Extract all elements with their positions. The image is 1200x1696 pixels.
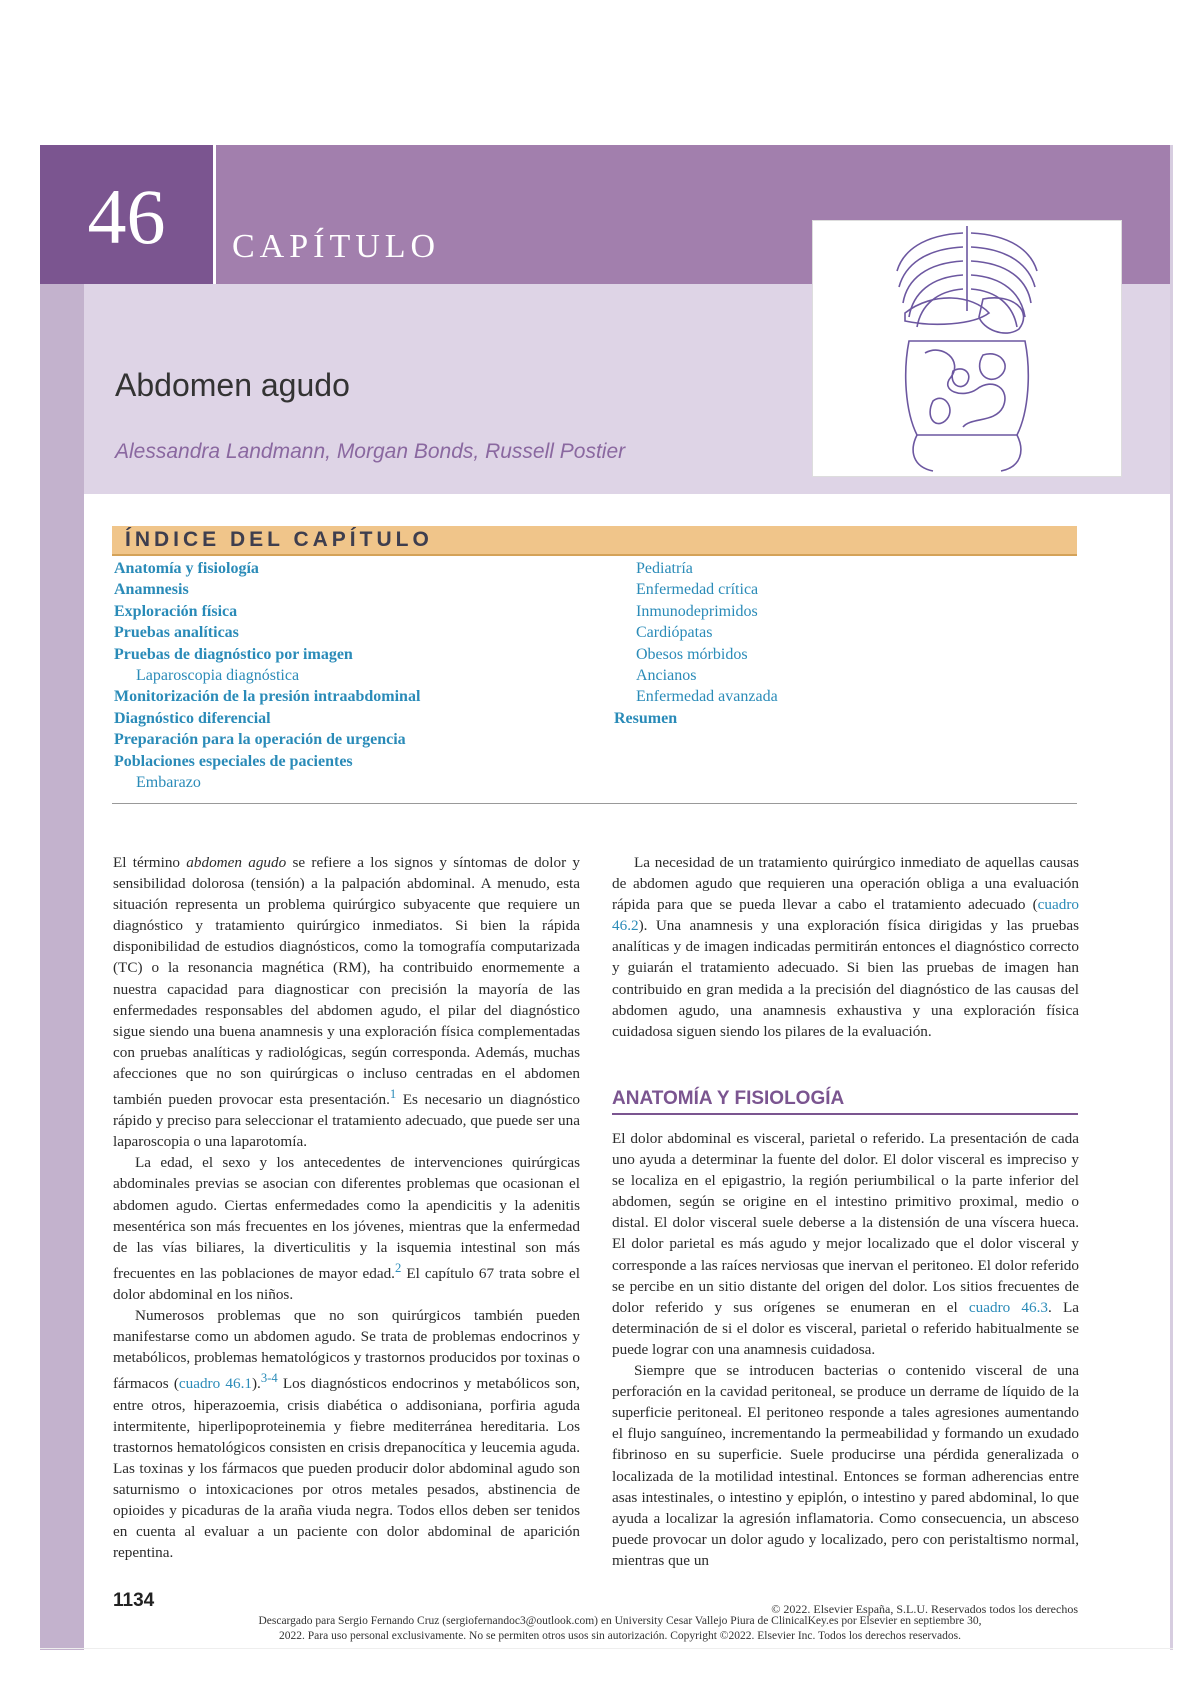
anatomy-line-art [813,221,1121,476]
download-notice [170,1614,1070,1644]
download-notice-line: 2022. Para uso personal exclusivamente. No se permiten otros usos sin autorización. Copyright ©2022. Elsevier Inc. Todos los derechos reservados. [279,1630,961,1642]
chapter-label: CAPÍTULO [232,228,441,265]
paragraph: El término abdomen agudo se refiere a los signos y síntomas de dolor y sensibilidad dolorosa (tensión) a la palpación abdominal. A menudo, esta situación representa un problema quirúrgico subyacente que requiere un diagnóstico y tratamiento quirúrgico inmediatos. Si bien la rápida disponibilidad de estudios diagnósticos, como la tomografía computarizada (TC) o la resonancia magnética (RM), ha contribuido enormemente a nuestra capacidad para diagnosticar con precisión la mayoría de las enfermedades responsables del abdomen agudo, el pilar del diagnóstico sigue siendo una buena anamnesis y una exploración física complementadas con pruebas analíticas y radiológicas, según corresponda. Además, muchas afecciones que no son quirúrgicas o incluso centradas en el abdomen también pueden provocar esta presentación.$^1$ Es necesario un diagnóstico rápido y preciso para seleccionar el tratamiento adecuado, que puede ser una laparoscopia o una laparotomía. [113,854,580,1151]
section-heading: ANATOMÍA Y FISIOLOGÍA [612,1088,845,1109]
paragraph: La necesidad de un tratamiento quirúrgico inmediato de aquellas causas de abdomen agudo que requieren una operación obliga a una evaluación rápida para que se pueda llevar a cabo el tratamiento adecuado (cuadro 46.2). Una anamnesis y una exploración física dirigidas y las pruebas analíticas y de imagen indicadas permitirán entonces el diagnóstico correcto y guiarán el tratamiento adecuado. Si bien las pruebas de imagen han contribuido en gran medida a la precisión del diagnóstico de las causas del abdomen agudo, una anamnesis exhaustiva y una exploración física cuidadosa siguen siendo los pilares de la evaluación. [612,854,1079,1040]
toc-sublink[interactable]: Embarazo [136,774,201,792]
page-number: 1134 [113,1590,155,1611]
box-reference-link[interactable]: cuadro 46.1 [178,1375,252,1393]
toc-link[interactable]: Pruebas analíticas [114,624,239,642]
toc-sublink[interactable]: Laparoscopia diagnóstica [136,667,300,685]
body-right-column [612,852,1079,1042]
toc-sublink[interactable]: Obesos mórbidos [636,645,748,663]
chapter-title: Abdomen agudo [115,367,350,403]
download-notice-line: Descargado para Sergio Fernando Cruz (sergiofernandoc3@outlook.com) en University Cesar Vallejo Piura de ClinicalKey.es por Elsevier en septiembre 30, [258,1615,982,1627]
toc-sublink[interactable]: Enfermedad crítica [636,581,759,599]
citation[interactable]: 3-4 [260,1371,278,1386]
toc-link[interactable]: Monitorización de la presión intraabdominal [114,688,421,706]
toc-link[interactable]: Anamnesis [114,581,189,599]
abdominal-anatomy-illustration [812,220,1122,477]
toc-sublink[interactable]: Inmunodeprimidos [636,602,758,620]
toc-sublink[interactable]: Enfermedad avanzada [636,688,778,706]
toc-link[interactable]: Poblaciones especiales de pacientes [114,752,353,770]
paragraph: La edad, el sexo y los antecedentes de intervenciones quirúrgicas abdominales previas se asocian con diferentes problemas que ocasionan el abdomen agudo. Ciertas enfermedades como la apendicitis y la adenitis mesentérica son más frecuentes en los jóvenes, mientras que la enfermedad de las vías biliares, la diverticulitis y la isquemia intestinal son más frecuentes en las poblaciones de mayor edad.$^2$ El capítulo 67 trata sobre el dolor abdominal en los niños. [113,1154,580,1303]
left-margin-strip [40,145,84,1650]
header-divider [213,145,216,284]
toc-sublink[interactable]: Pediatría [636,560,693,577]
paragraph: Numerosos problemas que no son quirúrgicos también pueden manifestarse como un abdomen agudo. Se trata de problemas endocrinos y metabólicos, problemas hematológicos y trastornos producidos por toxinas o fármacos (cuadro 46.1).$^{3-4}$ Los diagnósticos endocrinos y metabólicos son, entre otros, hiperazoemia, crisis diabética o addisoniana, porfiria aguda intermitente, hiperlipoproteinemia y fiebre mediterránea hereditaria. Los trastornos hematológicos consisten en crisis drepanocítica y leucemia aguda. Las toxinas y los fármacos que pueden producir dolor abdominal agudo son saturnismo o intoxicaciones por otros metales pesados, abstinencia de opioides y picaduras de la araña viuda negra. Todos ellos deben ser tenidos en cuenta al evaluar a un paciente con dolor abdominal de aparición repentina. [113,1307,580,1562]
toc-link[interactable]: Anatomía y fisiología [114,560,259,577]
box-reference-link[interactable]: cuadro 46.2 [612,896,1079,935]
toc-heading: ÍNDICE DEL CAPÍTULO [125,528,433,551]
toc-link[interactable]: Exploración física [114,602,238,620]
copyright-notice: © 2022. Elsevier España, S.L.U. Reservados todos los derechos [771,1602,1078,1616]
paragraph: El dolor abdominal es visceral, parietal o referido. La presentación de cada uno ayuda a determinar la fuente del dolor. El dolor visceral es impreciso y se localiza en el epigastrio, la región periumbilical o la parte inferior del abdomen, según se origine en el intestino primitivo proximal, medio o distal. El dolor visceral suele deberse a la distensión de una víscera hueca. El dolor parietal es más agudo y mejor localizado que el dolor visceral y corresponde a las raíces nerviosas que inervan el peritoneo. El dolor referido se percibe en un sitio distante del origen del dolor. Los sitios frecuentes de dolor referido y sus orígenes se enumeran en el cuadro 46.3. La determinación de si el dolor es visceral, parietal o referido habitualmente se puede lograr con una anamnesis cuidadosa. [612,1130,1079,1358]
page-bottom-line [40,1648,1173,1649]
toc-sublink[interactable]: Ancianos [636,667,697,685]
citation[interactable]: 1 [389,1087,397,1102]
chapter-authors: Alessandra Landmann, Morgan Bonds, Russell Postier [115,440,626,463]
paragraph: Siempre que se introducen bacterias o contenido visceral de una perforación en la cavidad peritoneal, se produce un derrame de líquido de la superficie peritoneal. El peritoneo responde a tales agresiones aumentando el flujo sanguíneo, incrementando la permeabilidad y formando un exudado fibrinoso en su superficie. Suele producirse una pérdida generalizada o localizada de la motilidad intestinal. Entonces se forman adherencias entre asas intestinales, o intestino y epiplón, o intestino y pared abdominal, lo que ayuda a localizar la agresión inflamatoria. Como consecuencia, un absceso puede provocar un dolor agudo y localizado, pero con peristaltismo normal, mientras que un [612,1362,1079,1569]
chapter-number: 46 [87,173,166,260]
toc-link[interactable]: Resumen [614,709,678,727]
body-left-column [113,852,580,1563]
section-heading-rule [612,1113,1078,1115]
citation[interactable]: 2 [394,1260,402,1275]
body-right-column-section [612,1128,1079,1571]
toc-link[interactable]: Diagnóstico diferencial [114,709,271,727]
toc-divider [112,803,1077,804]
toc-left-column [114,558,584,793]
toc-sublink[interactable]: Cardiópatas [636,624,713,642]
toc-link[interactable]: Pruebas de diagnóstico por imagen [114,645,353,663]
toc-link[interactable]: Preparación para la operación de urgencia [114,731,406,749]
box-reference-link[interactable]: cuadro 46.3 [968,1298,1048,1316]
right-edge-line [1170,145,1173,1650]
toc-right-column [614,558,1074,729]
